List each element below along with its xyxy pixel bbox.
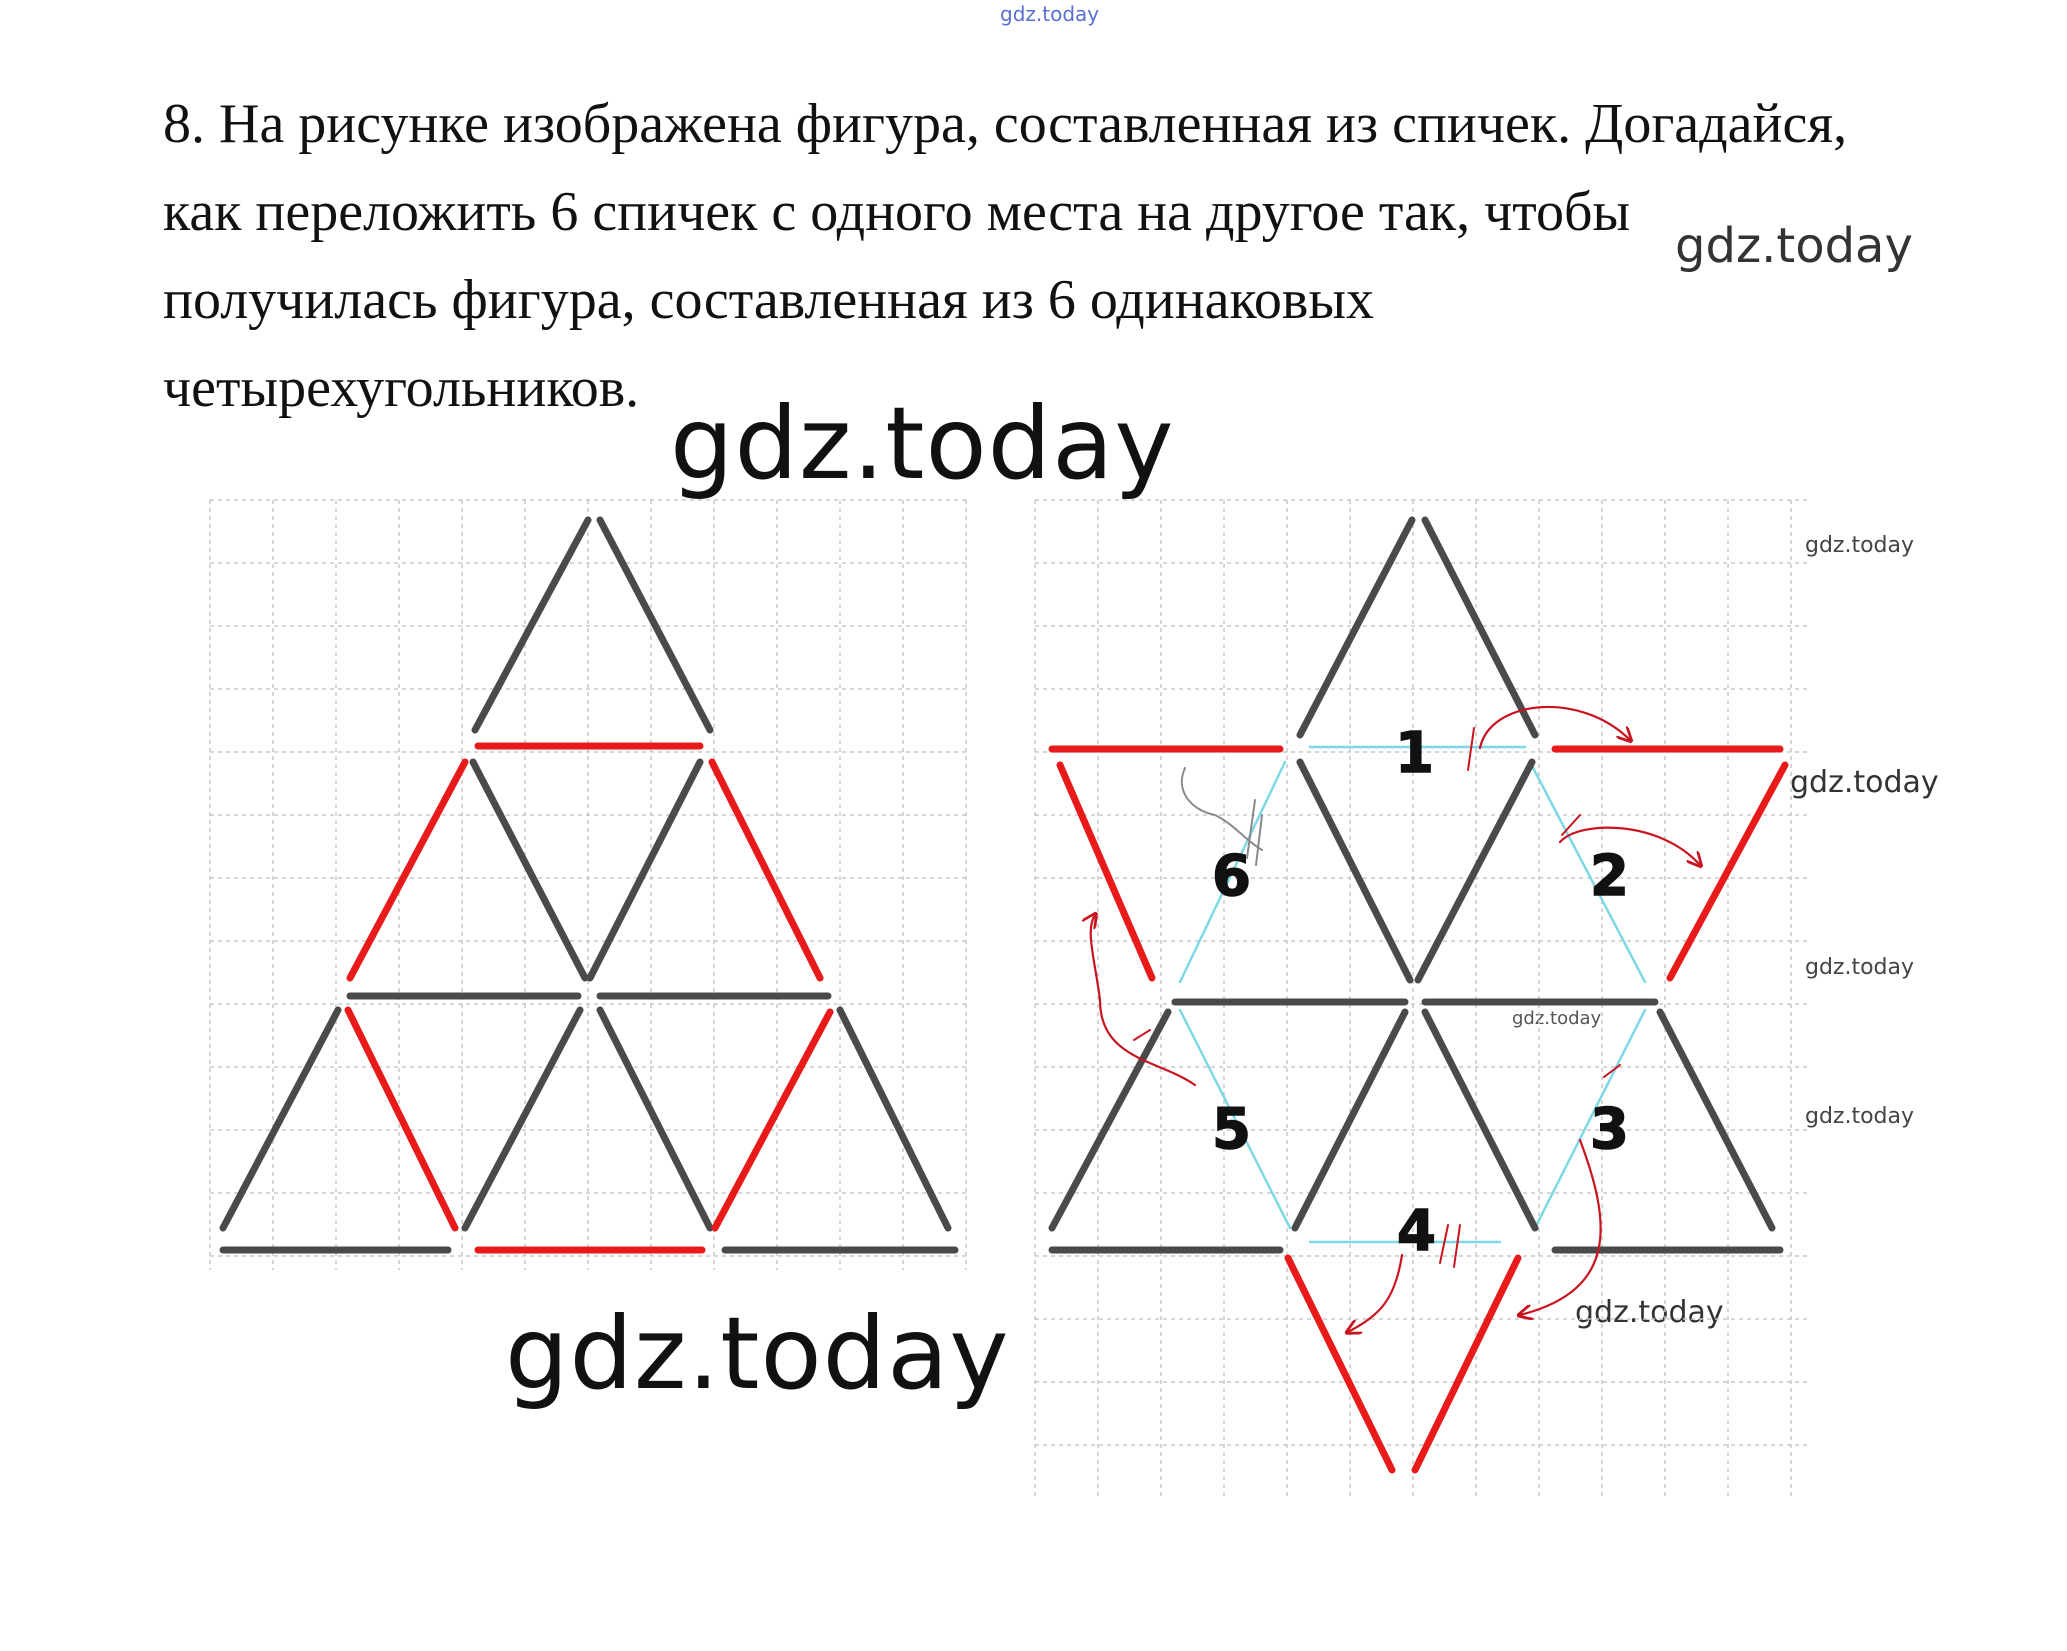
watermark-big-bottom: gdz.today [505, 1295, 1010, 1412]
watermark-top: gdz.today [1000, 2, 1100, 26]
label-1: 1 [1395, 721, 1434, 786]
grid-left [210, 500, 970, 1270]
watermark-small-4: gdz.today [1512, 1008, 1602, 1029]
match [600, 1010, 710, 1228]
watermark-small-6: gdz.today [1575, 1295, 1724, 1330]
match-red [348, 1010, 455, 1228]
arrow-4 [1348, 1255, 1402, 1332]
match [465, 1010, 580, 1228]
right-figure [1052, 520, 1785, 1470]
match [1300, 520, 1412, 735]
match [1660, 1012, 1772, 1228]
match [590, 762, 700, 978]
match [475, 520, 588, 730]
watermark-small-2: gdz.today [1790, 765, 1939, 800]
match [840, 1010, 948, 1228]
watermark-big-top: gdz.today [670, 385, 1175, 502]
watermark-small-1: gdz.today [1805, 533, 1915, 558]
match [473, 762, 585, 978]
label-5: 5 [1212, 1097, 1251, 1162]
task-line-2: как переложить 6 спичек с одного места на другое так, чтобы [163, 181, 1631, 243]
match [1425, 1012, 1535, 1228]
match [1425, 520, 1535, 735]
arrow-1 [1480, 707, 1630, 748]
label-6: 6 [1212, 844, 1251, 909]
match [223, 1010, 338, 1228]
match [1300, 762, 1410, 980]
watermark-right: gdz.today [1675, 218, 1913, 274]
match-red [350, 762, 465, 978]
match-red [712, 762, 820, 978]
label-2: 2 [1590, 844, 1629, 909]
task-line-1: 8. На рисунке изображена фигура, составленная из спичек. Догадайся, [163, 93, 1848, 155]
watermark-small-5: gdz.today [1805, 1104, 1915, 1129]
match-red [715, 1012, 830, 1228]
watermark-small-3: gdz.today [1805, 955, 1915, 980]
label-3: 3 [1590, 1097, 1629, 1162]
task-line-4: четырехугольников. [163, 357, 640, 419]
label-4: 4 [1397, 1199, 1436, 1264]
left-figure [223, 520, 955, 1250]
match-red [1288, 1258, 1392, 1470]
match-red [1060, 765, 1152, 978]
match [1418, 762, 1532, 980]
match-red [1415, 1258, 1518, 1470]
match [600, 520, 710, 730]
match [1052, 1012, 1168, 1228]
task-line-3: получилась фигура, составленная из 6 одинаковых [163, 269, 1374, 331]
